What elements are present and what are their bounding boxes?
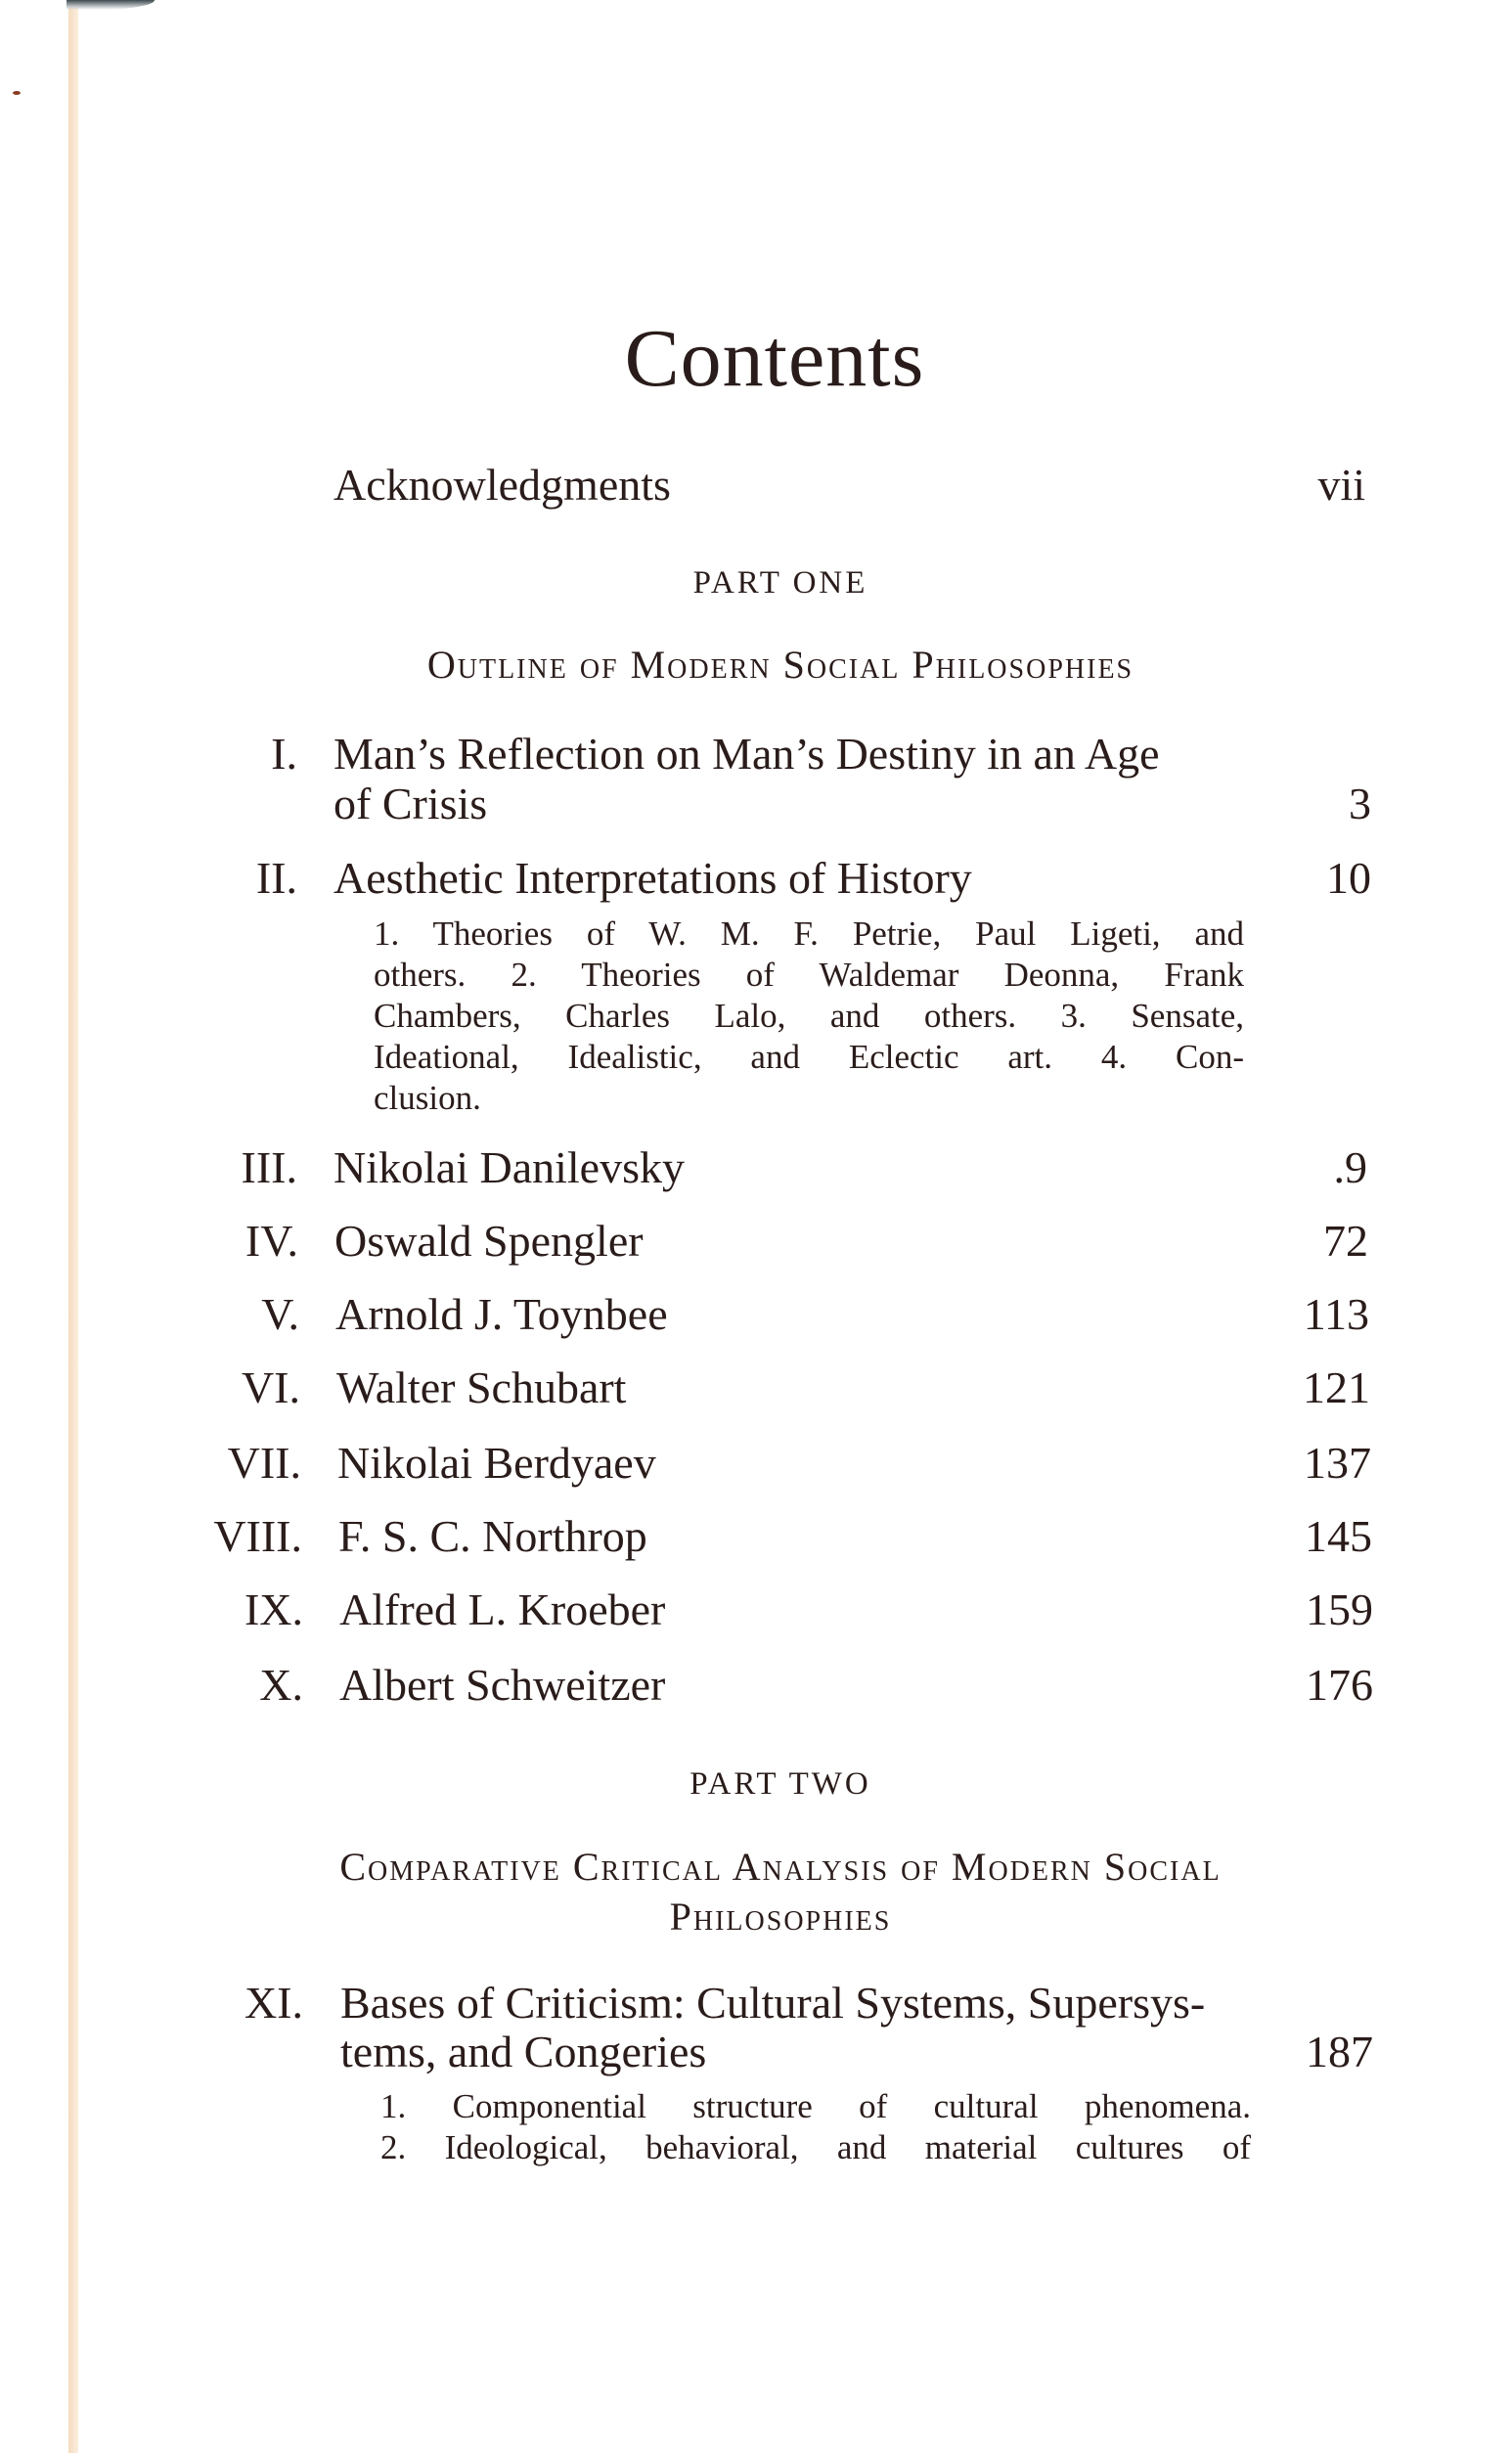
toc-page: 145	[1305, 1511, 1372, 1561]
chapter-title: Oswald Spengler	[334, 1216, 644, 1266]
chapter-title-cont: tems, and Congeries	[340, 2027, 707, 2076]
toc-page: 3	[1349, 779, 1371, 828]
chapter-subtopics: 1. Componential structure of cultural phenomena.	[380, 2087, 1251, 2125]
part-two-heading: Comparative Critical Analysis of Modern Social	[339, 1845, 1222, 1889]
chapter-title-cont: of Crisis	[334, 779, 488, 828]
chapter-subtopics: clusion.	[374, 1079, 481, 1117]
chapter-number: X.	[259, 1660, 303, 1710]
chapter-title: Nikolai Danilevsky	[334, 1142, 685, 1192]
chapter-title: Bases of Criticism: Cultural Systems, Supersys-	[340, 1978, 1206, 2028]
toc-page: 137	[1304, 1438, 1371, 1488]
toc-acknowledgments: Acknowledgments	[334, 460, 671, 510]
toc-page: 10	[1326, 853, 1371, 903]
chapter-title: Walter Schubart	[336, 1362, 627, 1412]
toc-page: 113	[1303, 1289, 1369, 1339]
part-two-heading-cont: Philosophies	[669, 1895, 892, 1939]
chapter-subtopics: 1. Theories of W. M. F. Petrie, Paul Ligeti, and	[374, 914, 1244, 953]
chapter-title: Albert Schweitzer	[339, 1660, 666, 1710]
chapter-number: V.	[261, 1289, 299, 1339]
toc-page: vii	[1317, 460, 1365, 510]
chapter-number: IV.	[245, 1216, 298, 1266]
part-one-label: PART ONE	[692, 565, 868, 601]
page-title: Contents	[624, 313, 925, 404]
chapter-subtopics: Chambers, Charles Lalo, and others. 3. Sensate,	[374, 997, 1244, 1035]
scan-shadow	[67, 0, 155, 10]
chapter-number: IX.	[244, 1584, 303, 1634]
chapter-number: II.	[255, 853, 297, 903]
chapter-number: III.	[241, 1142, 297, 1192]
scan-speck	[13, 91, 21, 95]
toc-page: 159	[1306, 1584, 1373, 1634]
chapter-title: F. S. C. Northrop	[338, 1511, 647, 1561]
chapter-title: Alfred L. Kroeber	[339, 1584, 666, 1634]
chapter-title: Arnold J. Toynbee	[335, 1289, 668, 1339]
toc-page: 187	[1306, 2027, 1373, 2076]
toc-page: 121	[1303, 1362, 1370, 1412]
chapter-subtopics: Ideational, Idealistic, and Eclectic art. 4. Con-	[374, 1038, 1244, 1076]
chapter-number: XI.	[244, 1978, 303, 2028]
part-two-label: PART TWO	[689, 1766, 871, 1802]
part-one-heading: Outline of Modern Social Philosophies	[426, 643, 1134, 687]
toc-page: .9	[1333, 1142, 1367, 1192]
toc-page: 176	[1306, 1660, 1373, 1710]
chapter-title: Man’s Reflection on Man’s Destiny in an Age	[334, 729, 1160, 779]
chapter-subtopics: others. 2. Theories of Waldemar Deonna, Frank	[374, 956, 1244, 994]
chapter-number: VII.	[227, 1438, 301, 1488]
chapter-subtopics: 2. Ideological, behavioral, and material cultures of	[380, 2128, 1251, 2166]
chapter-number: I.	[271, 729, 297, 779]
toc-page: 72	[1323, 1216, 1368, 1266]
chapter-number: VIII.	[213, 1511, 302, 1561]
chapter-title: Nikolai Berdyaev	[337, 1438, 656, 1488]
chapter-number: VI.	[241, 1362, 300, 1412]
chapter-title: Aesthetic Interpretations of History	[334, 853, 972, 903]
